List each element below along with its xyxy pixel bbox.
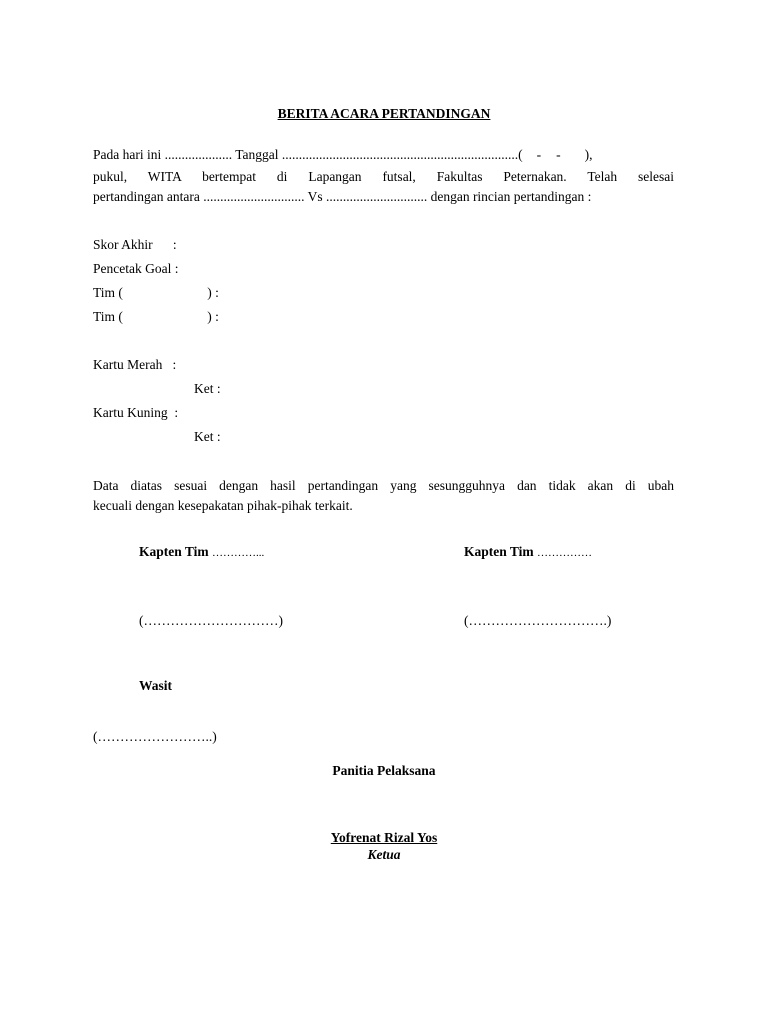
sign-right: (………………………….) bbox=[464, 613, 612, 628]
kapten-left bbox=[139, 543, 264, 562]
pencetak-goal-label: Pencetak Goal : bbox=[93, 261, 179, 276]
wasit-label: Wasit bbox=[139, 678, 173, 693]
kartu-merah-label: Kartu Merah : bbox=[93, 357, 177, 372]
kapten-left-dots: …………... bbox=[212, 547, 265, 559]
tim-2-label: Tim ( ) : bbox=[93, 309, 219, 324]
document-title: BERITA ACARA PERTANDINGAN bbox=[277, 106, 491, 121]
statement-paragraph bbox=[93, 476, 674, 516]
kapten-right bbox=[464, 543, 592, 562]
kapten-left-label: Kapten Tim bbox=[139, 544, 209, 559]
kartu-merah-ket: Ket : bbox=[194, 381, 221, 396]
intro-line-1 bbox=[93, 145, 674, 165]
tim-1-label: Tim ( ) : bbox=[93, 285, 219, 300]
date-close: ), bbox=[584, 147, 593, 162]
kapten-right-label: Kapten Tim bbox=[464, 544, 534, 559]
committee-name: Yofrenat Rizal Yos bbox=[330, 830, 438, 845]
committee-name-wrap bbox=[0, 829, 768, 847]
intro-paragraph bbox=[93, 145, 674, 207]
skor-akhir-label: Skor Akhir : bbox=[93, 237, 177, 252]
wasit-sign: (……………………..) bbox=[93, 729, 217, 744]
intro-line-1-text: Pada hari ini .................... Tanggal ......................................................................( bbox=[93, 147, 523, 162]
kapten-right-dots: …………… bbox=[537, 547, 593, 559]
kartu-kuning-label: Kartu Kuning : bbox=[93, 405, 179, 420]
date-separator-2: - bbox=[556, 147, 561, 162]
statement-line-1: Data diatas sesuai dengan hasil pertandingan yang sesungguhnya dan tidak akan di ubah bbox=[93, 478, 674, 493]
intro-line-3: pertandingan antara .............................. Vs .............................. dengan rincian pertandingan : bbox=[93, 189, 592, 204]
committee-label: Panitia Pelaksana bbox=[332, 763, 436, 778]
sign-left: (…………………………) bbox=[139, 613, 283, 628]
statement-line-2: kecuali dengan kesepakatan pihak-pihak terkait. bbox=[93, 498, 353, 513]
intro-line-2: pukul, WITA bertempat di Lapangan futsal, Fakultas Peternakan. Telah selesai bbox=[93, 169, 674, 184]
kartu-kuning-ket: Ket : bbox=[194, 429, 221, 444]
committee-role: Ketua bbox=[367, 847, 401, 862]
date-separator-1: - bbox=[536, 147, 542, 162]
